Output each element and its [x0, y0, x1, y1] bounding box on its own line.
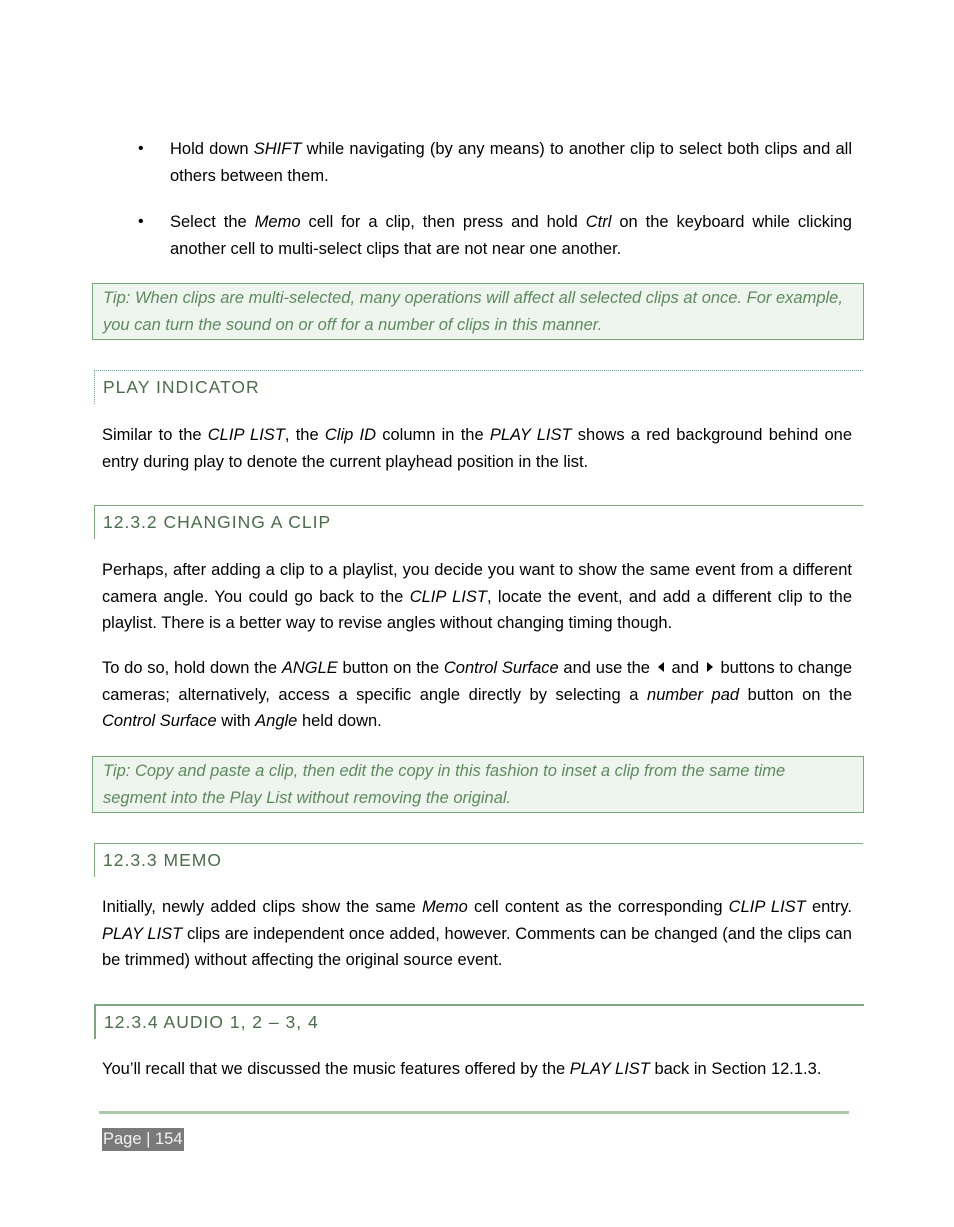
section-heading-play-indicator — [94, 370, 863, 404]
paragraph-changing-clip-2 — [102, 655, 852, 735]
paragraph-text: Similar to the CLIP LIST, the Clip ID column in the PLAY LIST shows a red background behind one entry during play to denote the current playhead position in the list. — [102, 426, 852, 471]
section-heading-memo — [94, 843, 863, 877]
right-arrow-icon — [707, 662, 713, 672]
bullet-text: Select the Memo cell for a clip, then press and hold Ctrl on the keyboard while clicking another cell to multi-select clips that are not near one another. — [170, 213, 852, 258]
tip-text: Tip: Copy and paste a clip, then edit the copy in this fashion to inset a clip from the same time segment into the Play List without removing the original. — [103, 762, 786, 807]
page-number: Page | 154 — [102, 1128, 184, 1151]
paragraph-text: Initially, newly added clips show the same Memo cell content as the corresponding CLIP LIST entry. PLAY LIST clips are independent once added, however. Comments can be changed (and the clips can be trimmed) without affecting the original source event. — [102, 898, 852, 969]
bullet-text: Hold down SHIFT while navigating (by any means) to another clip to select both clips and all others between them. — [170, 140, 852, 185]
section-heading-changing-a-clip — [94, 505, 863, 539]
heading-text: PLAY INDICATOR — [103, 377, 260, 397]
tip-box-copy-paste — [92, 756, 864, 813]
bullet-dot: • — [138, 140, 144, 157]
paragraph-play-indicator — [102, 422, 852, 475]
tip-text: Tip: When clips are multi-selected, many operations will affect all selected clips at once. For example, you can turn the sound on or off for a number of clips in this manner. — [103, 289, 843, 334]
paragraph-text: You’ll recall that we discussed the music features offered by the PLAY LIST back in Section 12.1.3. — [102, 1060, 822, 1078]
paragraph-text: To do so, hold down the ANGLE button on the Control Surface and use the and buttons to change cameras; alternatively, access a specific angle directly by selecting a number pad button on the Control Surface with Angle held down. — [102, 659, 852, 730]
paragraph-text: Perhaps, after adding a clip to a playlist, you decide you want to show the same event from a different camera angle. You could go back to the CLIP LIST, locate the event, and add a different clip to the playlist. There is a better way to revise angles without changing timing though. — [102, 561, 853, 632]
heading-text: 12.3.3 MEMO — [103, 850, 222, 870]
bullet-item-ctrl — [138, 209, 852, 262]
paragraph-memo — [102, 894, 852, 974]
paragraph-changing-clip-1 — [102, 557, 852, 637]
heading-text: 12.3.2 CHANGING A CLIP — [103, 512, 332, 532]
left-arrow-icon — [658, 662, 664, 672]
footer-divider — [99, 1111, 849, 1114]
section-heading-audio — [94, 1004, 864, 1039]
tip-box-multiselect — [92, 283, 864, 340]
paragraph-audio — [102, 1056, 852, 1083]
heading-text: 12.3.4 AUDIO 1, 2 – 3, 4 — [104, 1012, 319, 1032]
bullet-item-shift — [138, 136, 852, 189]
bullet-dot: • — [138, 213, 144, 230]
